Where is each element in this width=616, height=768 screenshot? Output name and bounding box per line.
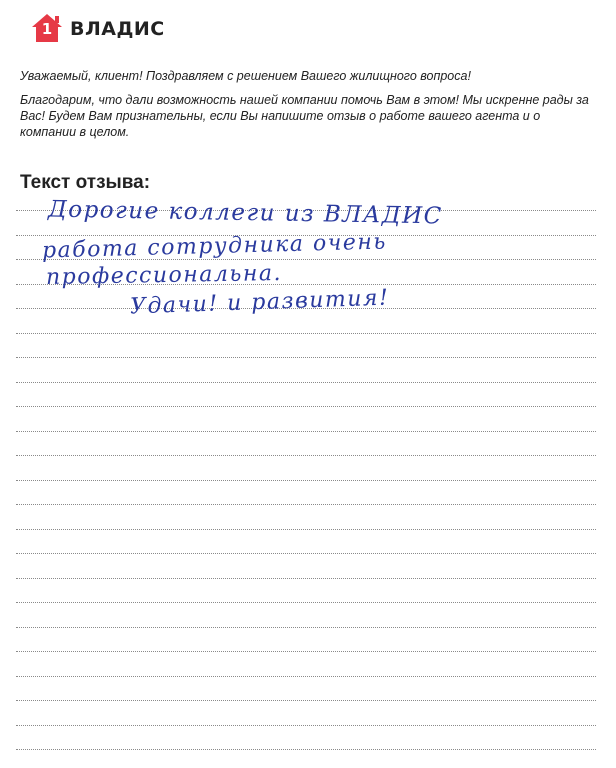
- ruled-line: [16, 210, 596, 211]
- ruled-line: [16, 749, 596, 750]
- ruled-line: [16, 455, 596, 456]
- intro-congrats: Уважаемый, клиент! Поздравляем с решением Вашего жилищного вопроса!: [20, 69, 471, 83]
- ruled-line: [16, 700, 596, 701]
- ruled-line: [16, 553, 596, 554]
- ruled-line: [16, 431, 596, 432]
- ruled-line: [16, 308, 596, 309]
- brand-name: ВЛАДИС: [70, 18, 165, 40]
- ruled-line: [16, 480, 596, 481]
- ruled-line: [16, 529, 596, 530]
- ruled-line: [16, 406, 596, 407]
- handwritten-line: профессиональна.: [45, 260, 283, 291]
- ruled-line: [16, 627, 596, 628]
- ruled-line: [16, 504, 596, 505]
- handwritten-line: Дорогие коллеги из ВЛАДИС: [47, 196, 443, 230]
- review-title: Текст отзыва:: [20, 172, 151, 193]
- handwritten-line: работа сотрудника очень: [41, 229, 388, 264]
- ruled-lines: [16, 0, 596, 768]
- ruled-line: [16, 602, 596, 603]
- intro-request: Благодарим, что дали возможность нашей компании помочь Вам в этом! Мы искренне рады за Вас! Будем Вам признательны, если Вы напишите отзыв о работе вашего агента и о компании в целом.: [20, 93, 589, 139]
- ruled-line: [16, 578, 596, 579]
- ruled-line: [16, 676, 596, 677]
- ruled-line: [16, 235, 596, 236]
- ruled-line: [16, 382, 596, 383]
- ruled-line: [16, 259, 596, 260]
- ruled-line: [16, 651, 596, 652]
- ruled-line: [16, 357, 596, 358]
- logo-badge-number: 1: [41, 20, 53, 38]
- ruled-line: [16, 284, 596, 285]
- ruled-line: [16, 333, 596, 334]
- handwritten-line: Удачи! и развития!: [129, 285, 390, 320]
- ruled-line: [16, 725, 596, 726]
